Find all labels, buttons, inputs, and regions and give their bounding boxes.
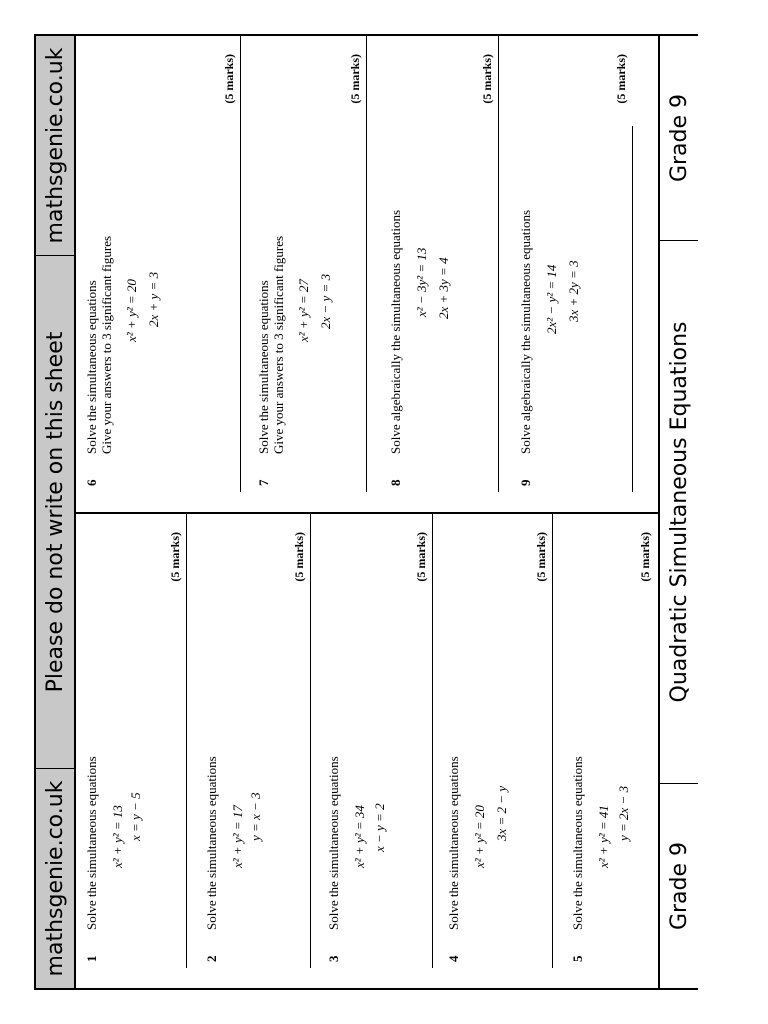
question-4 xyxy=(438,514,562,988)
answer-line xyxy=(498,36,499,492)
question-instruction: Solve algebraically the simultaneous equations xyxy=(388,209,403,454)
question-number: 2 xyxy=(204,955,219,962)
answer-line xyxy=(186,514,187,968)
question-instruction: Solve the simultaneous equations xyxy=(204,756,219,930)
equation-2: 2x − y = 3 xyxy=(318,273,333,329)
answer-line xyxy=(366,36,367,492)
question-number: 7 xyxy=(256,479,271,486)
equation-2: y = 2x − 3 xyxy=(616,785,631,841)
header-bar xyxy=(36,36,76,988)
question-instruction: Solve the simultaneous equations xyxy=(84,756,99,930)
question-7 xyxy=(248,36,380,512)
left-column xyxy=(76,512,658,988)
answer-line xyxy=(552,514,553,968)
question-2 xyxy=(196,514,318,988)
question-instruction: Solve the simultaneous equations xyxy=(256,280,271,454)
question-1 xyxy=(76,514,196,988)
worksheet xyxy=(34,34,698,990)
question-instruction: Solve the simultaneous equations xyxy=(84,280,99,454)
question-number: 5 xyxy=(570,955,585,962)
question-instruction: Solve the simultaneous equations xyxy=(570,756,585,930)
answer-line xyxy=(632,126,633,492)
marks-label: (5 marks) xyxy=(222,54,236,104)
right-column xyxy=(76,36,658,512)
marks-label: (5 marks) xyxy=(638,532,652,582)
question-number: 3 xyxy=(326,955,341,962)
question-number: 8 xyxy=(388,479,403,486)
answer-line xyxy=(432,514,433,968)
question-instruction: Solve the simultaneous equations xyxy=(326,756,341,930)
equation-1: x² + y² = 27 xyxy=(296,279,311,342)
footer-right-grade: Grade 9 xyxy=(660,36,698,241)
header-right-site: mathsgenie.co.uk xyxy=(36,36,74,256)
equation-2: y = x − 3 xyxy=(248,792,263,841)
question-number: 4 xyxy=(446,955,461,962)
footer-topic-title: Quadratic Simultaneous Equations xyxy=(666,321,692,703)
equation-1: x² − 3y² = 13 xyxy=(414,247,429,317)
marks-label: (5 marks) xyxy=(480,54,494,104)
header-left-site: mathsgenie.co.uk xyxy=(36,768,74,988)
equation-2: 2x + 3y = 4 xyxy=(436,257,451,319)
equation-1: x² + y² = 34 xyxy=(352,805,367,868)
equation-2: 3x = 2 − y xyxy=(494,785,509,841)
marks-label: (5 marks) xyxy=(534,532,548,582)
question-number: 6 xyxy=(84,479,99,486)
question-instruction: Solve the simultaneous equations xyxy=(446,756,461,930)
equation-1: 2x² − y² = 14 xyxy=(544,264,559,334)
equation-2: x = y − 5 xyxy=(128,792,143,841)
equation-1: x² + y² = 41 xyxy=(596,805,611,868)
question-instruction-2: Give your answers to 3 significant figures xyxy=(99,235,114,454)
question-number: 1 xyxy=(84,955,99,962)
equation-1: x² + y² = 17 xyxy=(230,805,245,868)
marks-label: (5 marks) xyxy=(614,54,628,104)
answer-line xyxy=(310,514,311,968)
question-number: 9 xyxy=(518,479,533,486)
question-instruction-2: Give your answers to 3 significant figures xyxy=(271,235,286,454)
equation-1: x² + y² = 13 xyxy=(110,805,125,868)
header-notice: Please do not write on this sheet xyxy=(42,331,68,693)
equation-2: x − y = 2 xyxy=(372,803,387,852)
equation-1: x² + y² = 20 xyxy=(472,805,487,868)
equation-2: 2x + y = 3 xyxy=(146,271,161,327)
marks-label: (5 marks) xyxy=(348,54,362,104)
equation-2: 3x + 2y = 3 xyxy=(566,260,581,322)
question-9 xyxy=(510,36,658,512)
answer-line xyxy=(240,36,241,492)
question-6 xyxy=(76,36,248,512)
footer-left-grade: Grade 9 xyxy=(660,783,698,988)
question-8 xyxy=(380,36,510,512)
question-instruction: Solve algebraically the simultaneous equations xyxy=(518,209,533,454)
marks-label: (5 marks) xyxy=(414,532,428,582)
equation-1: x² + y² = 20 xyxy=(124,279,139,342)
question-3 xyxy=(318,514,438,988)
marks-label: (5 marks) xyxy=(292,532,306,582)
question-5 xyxy=(562,514,658,988)
marks-label: (5 marks) xyxy=(168,532,182,582)
footer-bar xyxy=(658,36,698,988)
